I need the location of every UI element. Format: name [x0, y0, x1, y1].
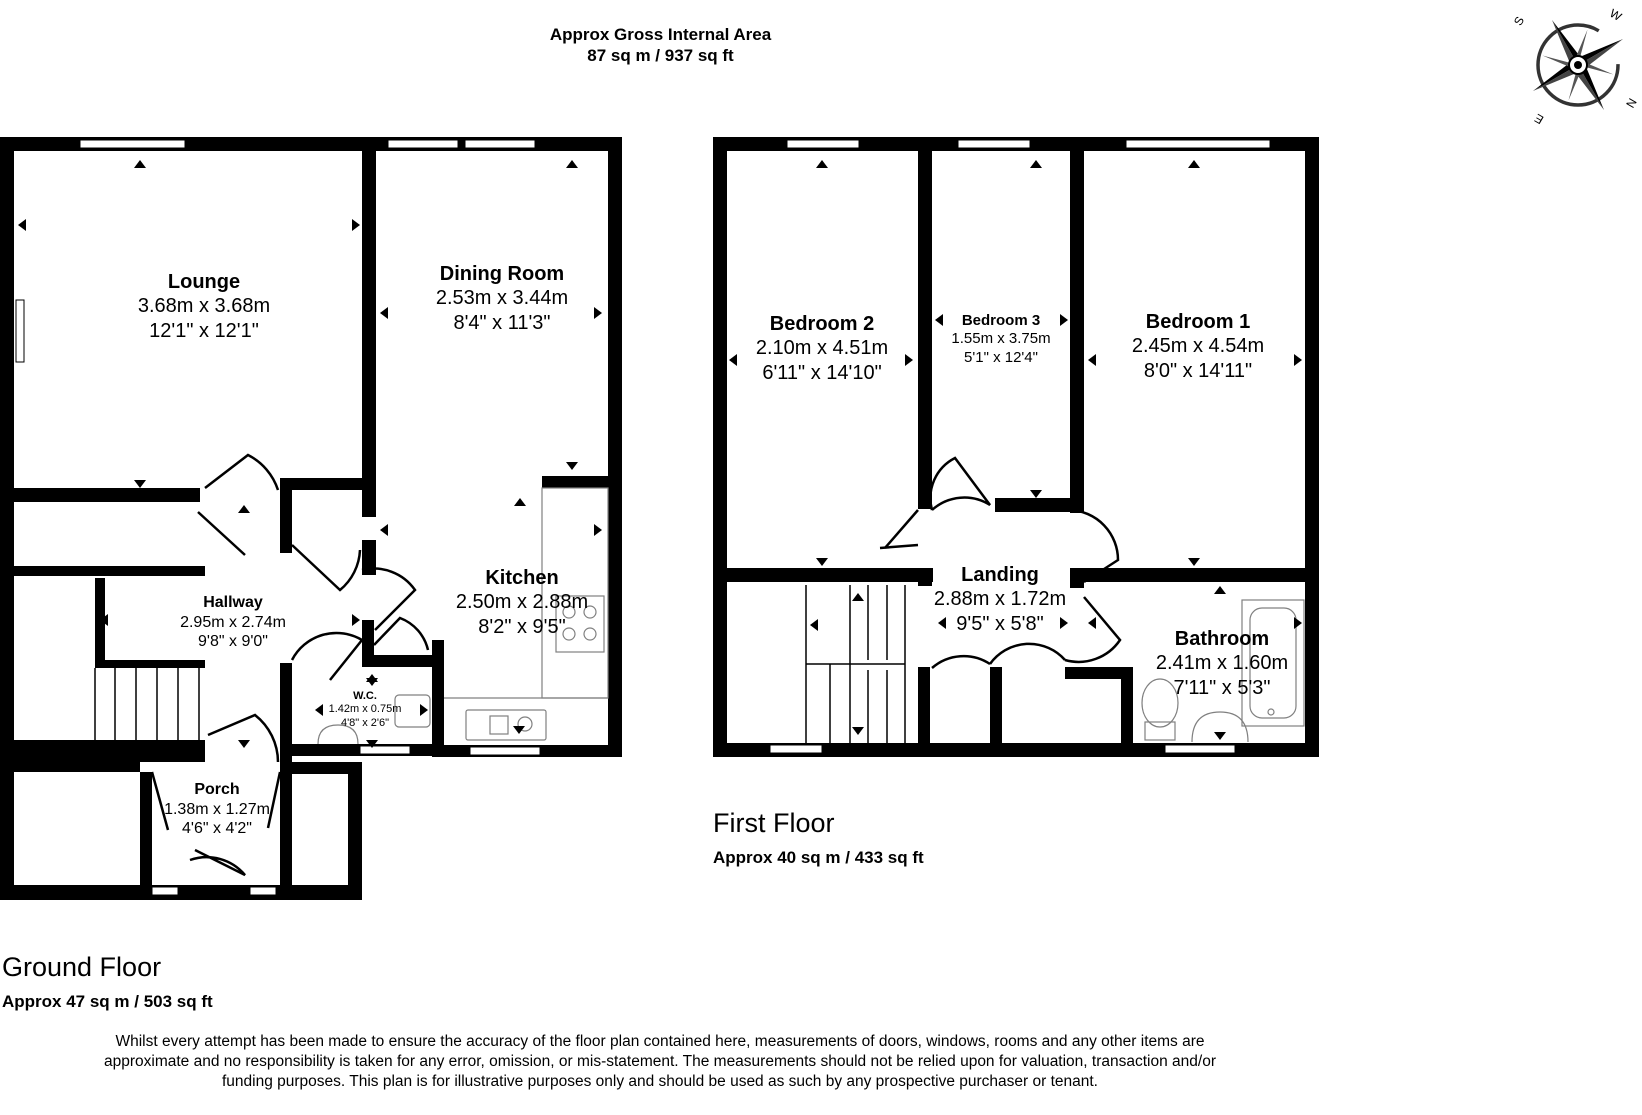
compass-label-s: S	[1510, 14, 1528, 28]
room-metric: 3.68m x 3.68m	[137, 295, 271, 318]
first-floor-stairs	[806, 585, 905, 743]
room-name: Bedroom 3	[961, 312, 1041, 329]
room-imperial: 12'1" x 12'1"	[149, 319, 259, 342]
room-name: Kitchen	[485, 567, 559, 589]
room-metric: 1.55m x 3.75m	[951, 330, 1051, 348]
room-hallway	[180, 593, 286, 652]
room-imperial: 6'11" x 14'10"	[762, 361, 882, 384]
room-imperial: 9'5" x 5'8"	[956, 612, 1044, 635]
room-bedroom-2	[756, 312, 888, 385]
gross-area-value: 87 sq m / 937 sq ft	[587, 46, 734, 65]
room-wc	[329, 690, 402, 730]
ground-floor-stairs	[95, 668, 199, 740]
room-kitchen	[456, 566, 588, 639]
room-metric: 2.41m x 1.60m	[1155, 652, 1289, 675]
room-name: W.C.	[353, 690, 377, 702]
room-imperial: 4'8" x 2'6"	[340, 716, 390, 729]
first-floor-area: Approx 40 sq m / 433 sq ft	[713, 848, 924, 867]
room-imperial: 7'11" x 5'3"	[1173, 676, 1271, 699]
room-bedroom-3	[951, 312, 1050, 367]
gross-area-header	[0, 24, 1321, 66]
first-floor-title: First Floor	[713, 808, 835, 838]
room-landing	[934, 563, 1066, 636]
room-name: Hallway	[203, 594, 263, 611]
room-imperial: 9'8" x 9'0"	[198, 633, 268, 651]
ground-floor-title: Ground Floor	[2, 952, 162, 982]
room-name: Porch	[194, 781, 240, 798]
room-metric: 1.38m x 1.27m	[164, 800, 270, 818]
ground-floor-area: Approx 47 sq m / 503 sq ft	[2, 992, 213, 1011]
disclaimer-text: Whilst every attempt has been made to ensure the accuracy of the floor plan contained here, measurements of doors, windows, rooms and any other items are approximate and no responsibility is taken for any error, omission, or mis-statement. The measurements should not be relied upon for valuation, transaction and/or funding purposes. This plan is for illustrative purposes only and should be used as such by any prospective purchaser or tenant.	[104, 1033, 1216, 1090]
room-porch	[164, 780, 270, 839]
room-metric: 2.53m x 3.44m	[435, 287, 569, 310]
room-imperial: 8'2" x 9'5"	[478, 615, 566, 638]
room-imperial: 5'1" x 12'4"	[964, 348, 1038, 366]
room-bathroom	[1156, 627, 1288, 700]
room-name: Landing	[961, 564, 1039, 586]
compass-label-w: W	[1607, 6, 1625, 24]
compass-label-n: N	[1623, 95, 1640, 111]
compass-label-e: E	[1532, 110, 1546, 128]
room-lounge	[138, 270, 270, 343]
room-metric: 2.45m x 4.54m	[1131, 335, 1265, 358]
room-metric: 1.42m x 0.75m	[328, 703, 402, 716]
room-imperial: 4'6" x 4'2"	[182, 820, 252, 838]
room-metric: 2.50m x 2.88m	[455, 591, 589, 614]
room-name: Lounge	[167, 271, 241, 293]
room-name: Bathroom	[1174, 628, 1270, 650]
room-metric: 2.10m x 4.51m	[755, 337, 889, 360]
room-metric: 2.95m x 2.74m	[180, 613, 286, 631]
ground-floor-walls	[0, 137, 622, 900]
room-name: Bedroom 2	[769, 313, 875, 335]
room-metric: 2.88m x 1.72m	[933, 588, 1067, 611]
dimension-arrows	[18, 160, 1302, 748]
room-bedroom-1	[1132, 310, 1264, 383]
room-dining-room	[436, 262, 568, 335]
room-name: Dining Room	[439, 263, 565, 285]
gross-area-title: Approx Gross Internal Area	[549, 25, 772, 44]
room-imperial: 8'0" x 14'11"	[1143, 359, 1253, 382]
room-name: Bedroom 1	[1145, 311, 1251, 333]
room-imperial: 8'4" x 11'3"	[453, 311, 551, 334]
